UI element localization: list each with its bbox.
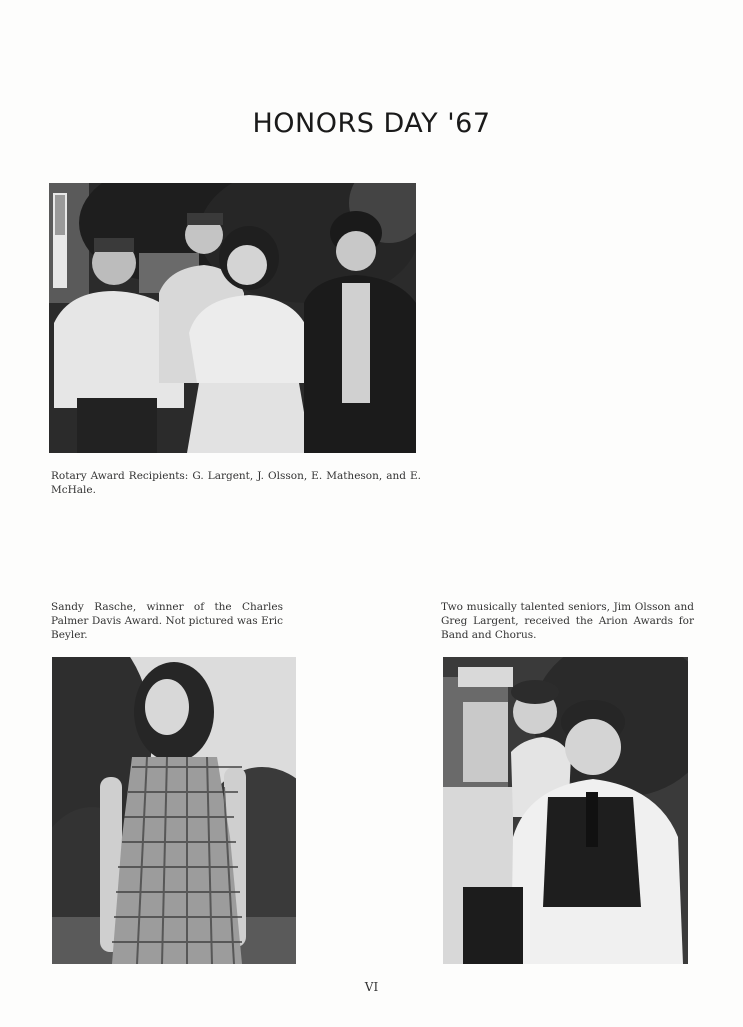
davis-award-photo	[52, 657, 296, 964]
rotary-award-photo	[49, 183, 416, 453]
rotary-award-caption: Rotary Award Recipients: G. Largent, J. Olsson, E. Matheson, and E. McHale.	[51, 470, 421, 496]
arion-award-photo	[443, 657, 688, 964]
davis-award-caption: Sandy Rasche, winner of the Charles Palmer Davis Award. Not pictured was Eric Beyler.	[51, 601, 283, 641]
arion-award-caption: Two musically talented seniors, Jim Olsson and Greg Largent, received the Arion Awards for Band and Chorus.	[441, 601, 694, 641]
page-number: VI	[364, 980, 379, 994]
page-title: HONORS DAY '67	[252, 108, 491, 139]
